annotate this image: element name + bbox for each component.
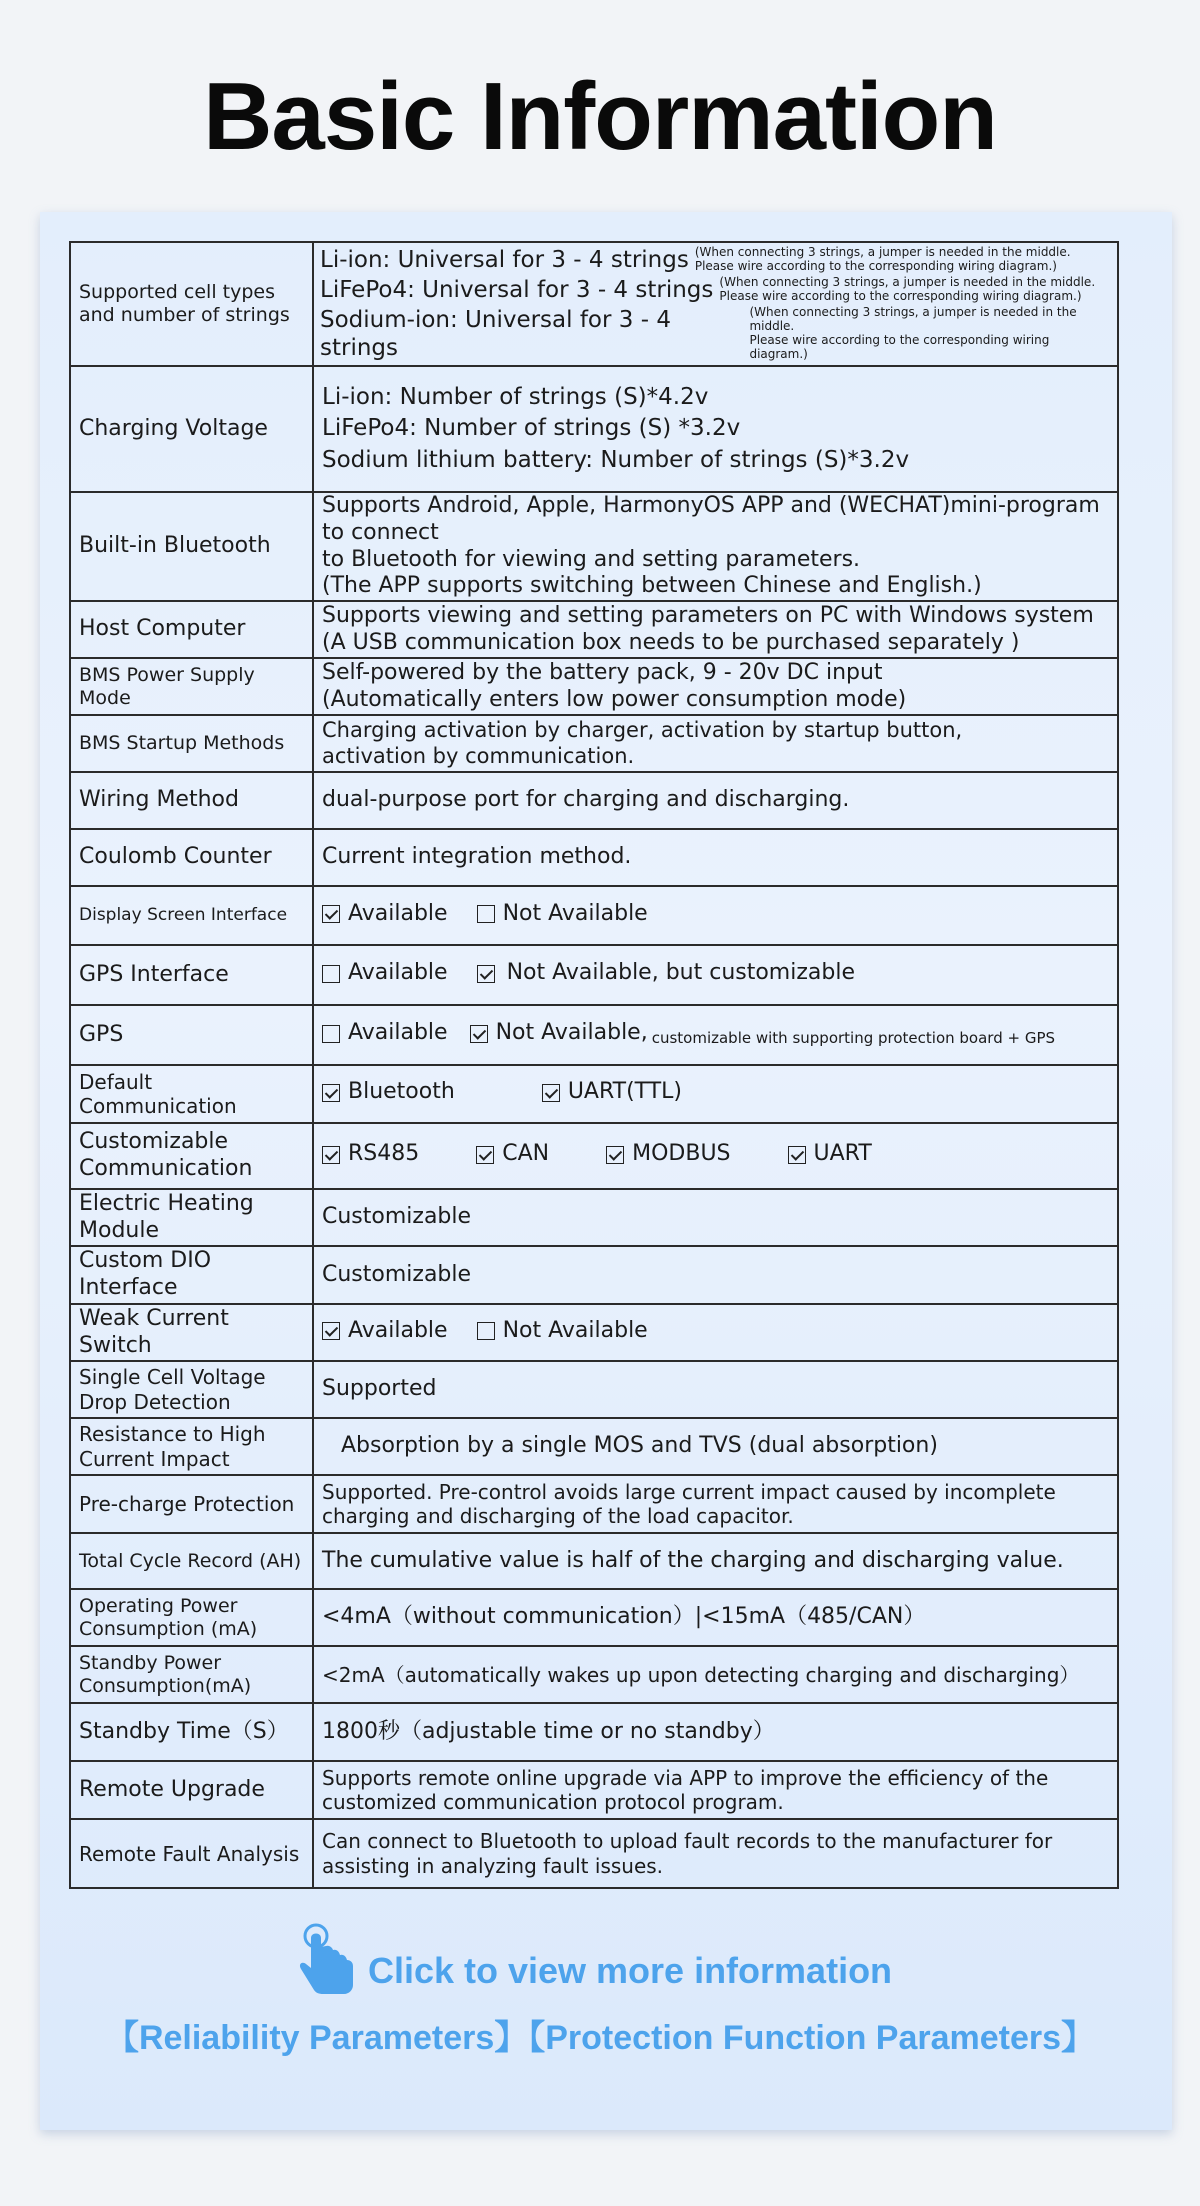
value-line: Charging activation by charger, activation by startup button, bbox=[322, 718, 963, 743]
wiring-note: Please wire according to the corresponding wiring diagram.) bbox=[719, 288, 1082, 303]
row-label: Electric Heating Module bbox=[70, 1189, 313, 1246]
value-line: activation by communication. bbox=[322, 743, 635, 768]
unchecked-box-icon bbox=[477, 1322, 495, 1340]
protection-function-parameters-link[interactable]: 【Protection Function Parameters】 bbox=[528, 2019, 1096, 2057]
row-value bbox=[313, 945, 1118, 1005]
row-value bbox=[313, 1005, 1118, 1065]
value-line: Supports remote online upgrade via APP to improve the efficiency of the bbox=[322, 1765, 1049, 1790]
reliability-parameters-link[interactable]: 【Reliability Parameters】 bbox=[104, 2019, 529, 2057]
wiring-note: Please wire according to the corresponding wiring diagram.) bbox=[749, 333, 1050, 361]
option-label: Not Available, but customizable bbox=[506, 960, 855, 986]
spec-table bbox=[69, 241, 1119, 1889]
option-label: UART bbox=[813, 1141, 872, 1167]
table-row bbox=[70, 242, 1118, 366]
checked-box-icon bbox=[477, 965, 495, 983]
gps-note: customizable with supporting protection board + GPS bbox=[651, 1028, 1056, 1047]
row-value: The cumulative value is half of the charging and discharging value. bbox=[313, 1533, 1118, 1589]
table-row bbox=[70, 1123, 1118, 1189]
row-value bbox=[313, 715, 1118, 772]
checked-box-icon bbox=[322, 1322, 340, 1340]
row-value: Absorption by a single MOS and TVS (dual absorption) bbox=[313, 1418, 1118, 1475]
row-label: Custom DIO Interface bbox=[70, 1246, 313, 1304]
wiring-note: (When connecting 3 strings, a jumper is needed in the middle. bbox=[694, 245, 1071, 260]
row-label: Total Cycle Record (AH) bbox=[70, 1533, 313, 1589]
cell-type-lifepo4: LiFePo4: Universal for 3 - 4 strings bbox=[320, 276, 714, 303]
table-row bbox=[70, 829, 1118, 886]
cell-type-sodium: Sodium-ion: Universal for 3 - 4 strings bbox=[320, 307, 671, 362]
checkbox-option bbox=[477, 960, 855, 987]
table-row bbox=[70, 715, 1118, 772]
value-line: assisting in analyzing fault issues. bbox=[322, 1853, 664, 1878]
row-value bbox=[313, 1123, 1118, 1189]
checkbox-option bbox=[476, 1141, 549, 1168]
row-label: Charging Voltage bbox=[70, 366, 313, 492]
option-label: Not Available, bbox=[495, 1020, 648, 1046]
value-line: Supports Android, Apple, HarmonyOS APP and (WECHAT)mini-program to connect bbox=[322, 493, 1100, 545]
row-value bbox=[313, 886, 1118, 945]
row-value: 1800秒（adjustable time or no standby） bbox=[313, 1703, 1118, 1761]
table-row bbox=[70, 1189, 1118, 1246]
table-row bbox=[70, 1761, 1118, 1819]
row-label: GPS bbox=[70, 1005, 313, 1065]
option-label: Bluetooth bbox=[348, 1079, 455, 1105]
row-value bbox=[313, 1819, 1118, 1888]
table-row bbox=[70, 1065, 1118, 1123]
row-label: BMS Power Supply Mode bbox=[70, 658, 313, 715]
checkbox-option bbox=[606, 1141, 730, 1168]
table-row bbox=[70, 658, 1118, 715]
option-label: Available bbox=[348, 1317, 448, 1343]
table-row bbox=[70, 366, 1118, 492]
value-line: (The APP supports switching between Chinese and English.) bbox=[322, 573, 982, 599]
wiring-note: (When connecting 3 strings, a jumper is needed in the middle. bbox=[749, 305, 1077, 334]
row-value bbox=[313, 366, 1118, 492]
row-label: Coulomb Counter bbox=[70, 829, 313, 886]
table-row bbox=[70, 1646, 1118, 1703]
row-value bbox=[313, 1304, 1118, 1361]
table-row bbox=[70, 492, 1118, 601]
row-label: Remote Fault Analysis bbox=[70, 1819, 313, 1888]
checkbox-option bbox=[470, 1020, 648, 1047]
checked-box-icon bbox=[322, 905, 340, 923]
value-line: Supported. Pre-control avoids large current impact caused by incomplete bbox=[322, 1479, 1056, 1504]
row-label: Single Cell Voltage Drop Detection bbox=[70, 1361, 313, 1418]
table-row bbox=[70, 772, 1118, 829]
unchecked-box-icon bbox=[322, 965, 340, 983]
checked-box-icon bbox=[542, 1084, 560, 1102]
option-label: UART(TTL) bbox=[567, 1079, 683, 1105]
table-row bbox=[70, 1246, 1118, 1304]
table-row bbox=[70, 886, 1118, 945]
checkbox-option bbox=[542, 1079, 682, 1106]
checkbox-option bbox=[322, 1141, 419, 1168]
page-title: Basic Information bbox=[203, 63, 997, 170]
wiring-note: (When connecting 3 strings, a jumper is needed in the middle. bbox=[719, 275, 1096, 290]
table-row bbox=[70, 1304, 1118, 1361]
value-line: charging and discharging of the load capacitor. bbox=[322, 1504, 794, 1529]
wiring-note: Please wire according to the corresponding wiring diagram.) bbox=[694, 258, 1057, 273]
row-label: Host Computer bbox=[70, 601, 313, 658]
row-label: Remote Upgrade bbox=[70, 1761, 313, 1819]
value-line: (Automatically enters low power consumption mode) bbox=[322, 686, 907, 712]
value-line: LiFePo4: Number of strings (S) *3.2v bbox=[322, 415, 741, 442]
value-line: (A USB communication box needs to be purchased separately ) bbox=[322, 629, 1020, 655]
option-label: MODBUS bbox=[632, 1141, 731, 1167]
row-value: Customizable bbox=[313, 1246, 1118, 1304]
row-label: Customizable Communication bbox=[70, 1123, 313, 1189]
value-line: Self-powered by the battery pack, 9 - 20v DC input bbox=[322, 659, 883, 685]
checked-box-icon bbox=[322, 1084, 340, 1102]
cell-type-liion: Li-ion: Universal for 3 - 4 strings bbox=[320, 246, 689, 273]
option-label: CAN bbox=[502, 1141, 550, 1167]
checkbox-option bbox=[322, 1020, 448, 1047]
row-value bbox=[313, 242, 1118, 366]
row-value bbox=[313, 1475, 1118, 1533]
table-row bbox=[70, 1005, 1118, 1065]
row-label: Operating Power Consumption (mA) bbox=[70, 1589, 313, 1646]
value-line: Supports viewing and setting parameters on PC with Windows system bbox=[322, 602, 1094, 628]
row-value: <2mA（automatically wakes up upon detecting charging and discharging） bbox=[313, 1646, 1118, 1703]
checked-box-icon bbox=[476, 1146, 494, 1164]
checkbox-option bbox=[477, 901, 648, 928]
checkbox-option bbox=[788, 1141, 872, 1168]
checkbox-option bbox=[322, 901, 448, 928]
table-row bbox=[70, 945, 1118, 1005]
value-line: to Bluetooth for viewing and setting parameters. bbox=[322, 546, 861, 572]
row-value bbox=[313, 1761, 1118, 1819]
row-label: Built-in Bluetooth bbox=[70, 492, 313, 601]
table-row bbox=[70, 1475, 1118, 1533]
value-line: Li-ion: Number of strings (S)*4.2v bbox=[322, 384, 709, 411]
row-label: Pre-charge Protection bbox=[70, 1475, 313, 1533]
parameter-links bbox=[0, 2010, 1200, 2059]
unchecked-box-icon bbox=[322, 1025, 340, 1043]
option-label: Not Available bbox=[502, 1317, 648, 1343]
table-row bbox=[70, 601, 1118, 658]
table-row bbox=[70, 1819, 1118, 1888]
option-label: Available bbox=[348, 1020, 448, 1046]
row-label: Standby Power Consumption(mA) bbox=[70, 1646, 313, 1703]
value-line: Sodium lithium battery: Number of strings (S)*3.2v bbox=[322, 446, 910, 473]
more-info-link[interactable]: Click to view more information bbox=[367, 1950, 893, 1991]
row-label: Supported cell types and number of strings bbox=[70, 242, 313, 366]
row-value bbox=[313, 492, 1118, 601]
table-row bbox=[70, 1589, 1118, 1646]
checkbox-option bbox=[322, 1079, 455, 1106]
option-label: Not Available bbox=[502, 900, 648, 926]
row-label: Display Screen Interface bbox=[70, 886, 313, 945]
row-label: Wiring Method bbox=[70, 772, 313, 829]
row-label: Resistance to High Current Impact bbox=[70, 1418, 313, 1475]
value-line: Can connect to Bluetooth to upload fault records to the manufacturer for bbox=[322, 1829, 1053, 1854]
row-label: BMS Startup Methods bbox=[70, 715, 313, 772]
option-label: Available bbox=[348, 900, 448, 926]
unchecked-box-icon bbox=[477, 905, 495, 923]
table-row bbox=[70, 1361, 1118, 1418]
option-label: RS485 bbox=[348, 1141, 420, 1167]
checkbox-option bbox=[322, 960, 448, 987]
checkbox-option bbox=[322, 1318, 448, 1345]
row-value: Customizable bbox=[313, 1189, 1118, 1246]
table-row bbox=[70, 1533, 1118, 1589]
row-value: Supported bbox=[313, 1361, 1118, 1418]
value-line: customized communication protocol program. bbox=[322, 1790, 784, 1815]
row-value: <4mA（without communication）|<15mA（485/CAN） bbox=[313, 1589, 1118, 1646]
row-label: Standby Time（S） bbox=[70, 1703, 313, 1761]
option-label: Available bbox=[348, 960, 448, 986]
row-value bbox=[313, 1065, 1118, 1123]
table-row bbox=[70, 1703, 1118, 1761]
row-label: Weak Current Switch bbox=[70, 1304, 313, 1361]
row-value: dual-purpose port for charging and discharging. bbox=[313, 772, 1118, 829]
row-label: GPS Interface bbox=[70, 945, 313, 1005]
row-value: Current integration method. bbox=[313, 829, 1118, 886]
checked-box-icon bbox=[788, 1146, 806, 1164]
checkbox-option bbox=[477, 1318, 648, 1345]
row-label: Default Communication bbox=[70, 1065, 313, 1123]
checked-box-icon bbox=[470, 1025, 488, 1043]
row-value bbox=[313, 601, 1118, 658]
row-value bbox=[313, 658, 1118, 715]
checked-box-icon bbox=[322, 1146, 340, 1164]
checked-box-icon bbox=[606, 1146, 624, 1164]
table-row bbox=[70, 1418, 1118, 1475]
